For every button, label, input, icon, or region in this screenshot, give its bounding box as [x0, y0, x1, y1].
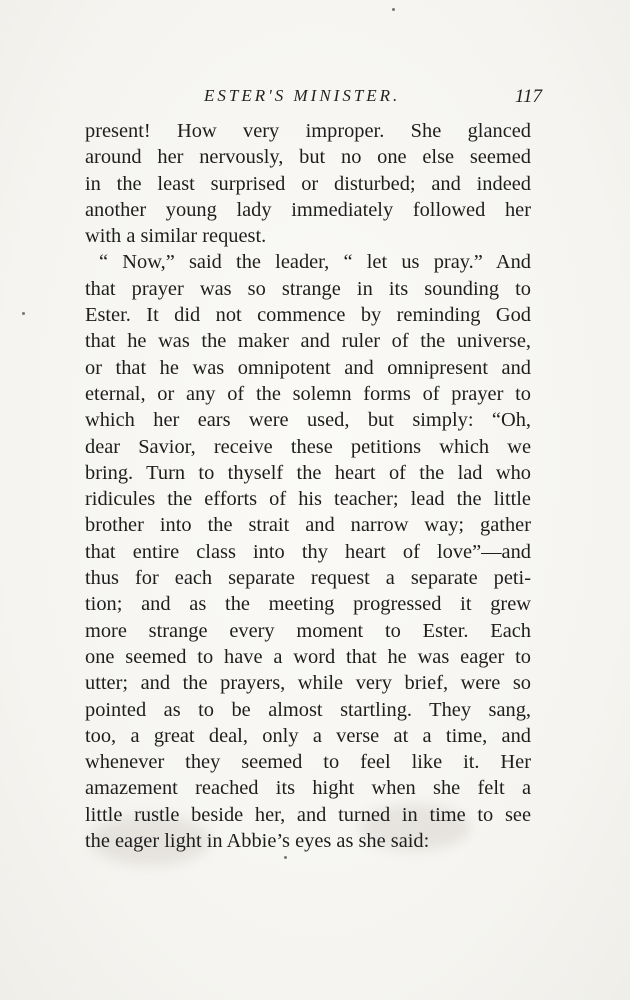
text-line: thus for each separate request a separate peti- [85, 567, 531, 590]
text-line: which her ears were used, but simply: “Oh, [85, 409, 531, 432]
text-line: pointed as to be almost startling. They sang, [85, 698, 531, 721]
running-head [86, 86, 542, 110]
text-line: utter; and the prayers, while very brief, were so [85, 672, 531, 695]
text-line: little rustle beside her, and turned in time to see [85, 803, 531, 826]
text-line: Ester. It did not commence by reminding God [85, 304, 531, 327]
text-line: bring. Turn to thyself the heart of the lad who [85, 461, 531, 484]
text-line: around her nervously, but no one else seemed [85, 146, 531, 169]
text-line: that entire class into thy heart of love”—and [85, 540, 531, 563]
running-title: ESTER'S MINISTER. [204, 86, 401, 105]
paper-speck [392, 8, 395, 11]
text-line: that prayer was so strange in its sounding to [85, 277, 531, 300]
text-line: or that he was omnipotent and omnipresent and [85, 356, 531, 379]
text-line: the eager light in Abbie’s eyes as she said: [85, 830, 430, 853]
text-line: another young lady immediately followed her [85, 198, 531, 221]
text-line: in the least surprised or disturbed; and indeed [85, 172, 531, 195]
text-line: ridicules the efforts of his teacher; lead the little [85, 488, 531, 511]
page-number: 117 [514, 86, 542, 107]
text-line: one seemed to have a word that he was eager to [85, 645, 531, 668]
text-line: more strange every moment to Ester. Each [85, 619, 531, 642]
text-line: present! How very improper. She glanced [85, 120, 531, 142]
paper-speck [22, 312, 25, 315]
text-line: with a similar request. [85, 225, 267, 248]
body-text [85, 118, 531, 854]
text-line: that he was the maker and ruler of the universe, [85, 330, 531, 353]
text-line: too, a great deal, only a verse at a time, and [85, 724, 531, 747]
text-line: dear Savior, receive these petitions which we [85, 435, 531, 458]
text-line: whenever they seemed to feel like it. Her [85, 751, 531, 774]
text-line: eternal, or any of the solemn forms of prayer to [85, 382, 531, 405]
text-line: amazement reached its hight when she felt a [85, 777, 531, 800]
text-line: tion; and as the meeting progressed it grew [85, 593, 531, 616]
paper-speck [284, 856, 287, 859]
text-line: brother into the strait and narrow way; gather [85, 514, 531, 537]
text-line: “ Now,” said the leader, “ let us pray.” And [99, 251, 531, 274]
